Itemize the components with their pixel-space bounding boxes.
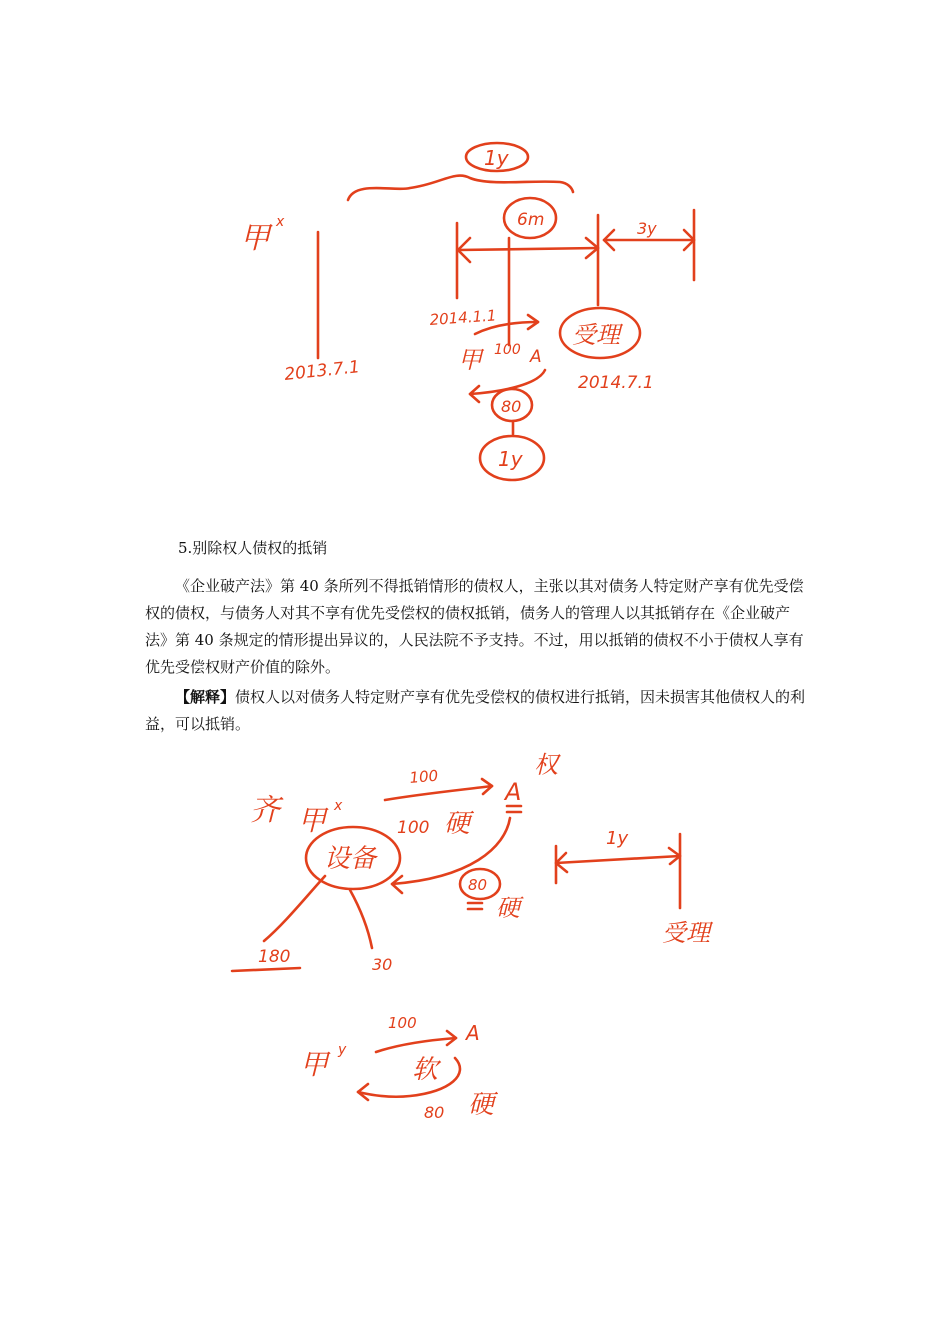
qi-label: 齐: [250, 793, 280, 828]
mid-date-label: 2014.1.1: [429, 306, 497, 329]
amount-label: 100: [388, 1014, 417, 1032]
debtor-label: A: [530, 347, 542, 367]
creditor-mark: x: [334, 798, 343, 814]
accept-label: 受理: [572, 321, 620, 349]
paragraph-explanation: [145, 684, 807, 738]
period-label: 1y: [606, 828, 629, 849]
value-30: 30: [372, 955, 393, 974]
accept-label: 受理: [662, 919, 710, 947]
debt-arrow: [376, 1038, 456, 1052]
amount-top: 100: [408, 766, 439, 787]
soft-label: 软: [412, 1055, 439, 1085]
six-month-arrow: [458, 248, 598, 250]
claim-label: 80: [468, 876, 488, 894]
branch-180: [264, 876, 325, 941]
three-label: 3y: [637, 219, 657, 238]
section-heading: 5.别除权人债权的抵销: [178, 539, 328, 557]
debtor-label: A: [505, 778, 522, 806]
soft-hard-sketch: [0, 1010, 950, 1125]
return-arrow: [358, 1058, 460, 1097]
left-date-label: 2013.7.1: [283, 357, 361, 385]
creditor-mark: y: [338, 1042, 347, 1058]
setoff-sketch: [0, 738, 950, 983]
branch-30: [350, 890, 372, 948]
creditor-mark: x: [276, 214, 285, 230]
claim-label: 80: [501, 397, 522, 416]
value-180: 180: [258, 947, 291, 967]
security-label: 设备: [324, 844, 377, 874]
one-year-brace: [348, 176, 573, 200]
debt-arrow: [385, 786, 492, 800]
paragraph-rule: 《企业破产法》第 40 条所列不得抵销情形的债权人，主张以其对债务人特定财产享有优先受偿权的债权，与债务人对其不享有优先受偿权的债权抵销，债务人的管理人以其抵销存在《企业破产法》第 40 条规定的情形提出异议的，人民法院不予支持。不过，用以抵销的债权不小于债权人享有优先受偿权财产价值的除外。: [145, 577, 804, 676]
term-label: 1y: [498, 447, 523, 471]
claim-label: 80: [424, 1103, 445, 1122]
debt-amount-label: 100: [494, 342, 521, 358]
right-label: 权: [534, 751, 558, 779]
six-month-label: 6m: [517, 210, 545, 230]
right-date-label: 2014.7.1: [578, 373, 654, 393]
creditor-label: 甲: [300, 1048, 329, 1081]
period-arrow: [556, 856, 680, 863]
amount-bottom: 100: [397, 818, 430, 838]
hard-label-2: 硬: [496, 894, 520, 922]
debtor-label: A: [466, 1021, 480, 1045]
brace-top-label: 1y: [484, 146, 509, 170]
explain-text: 债权人以对债务人特定财产享有优先受偿权的债权进行抵销，因未损害其他债权人的利益，可以抵销。: [145, 688, 806, 733]
explain-label: 【解释】: [175, 688, 236, 706]
creditor-label: 甲: [240, 221, 270, 256]
timeline-sketch: [0, 130, 950, 500]
hard-label: 硬: [468, 1090, 495, 1120]
creditor-label: 甲: [298, 804, 327, 837]
hard-label-1: 硬: [444, 809, 471, 839]
debt-creditor-label: 甲: [458, 346, 482, 374]
